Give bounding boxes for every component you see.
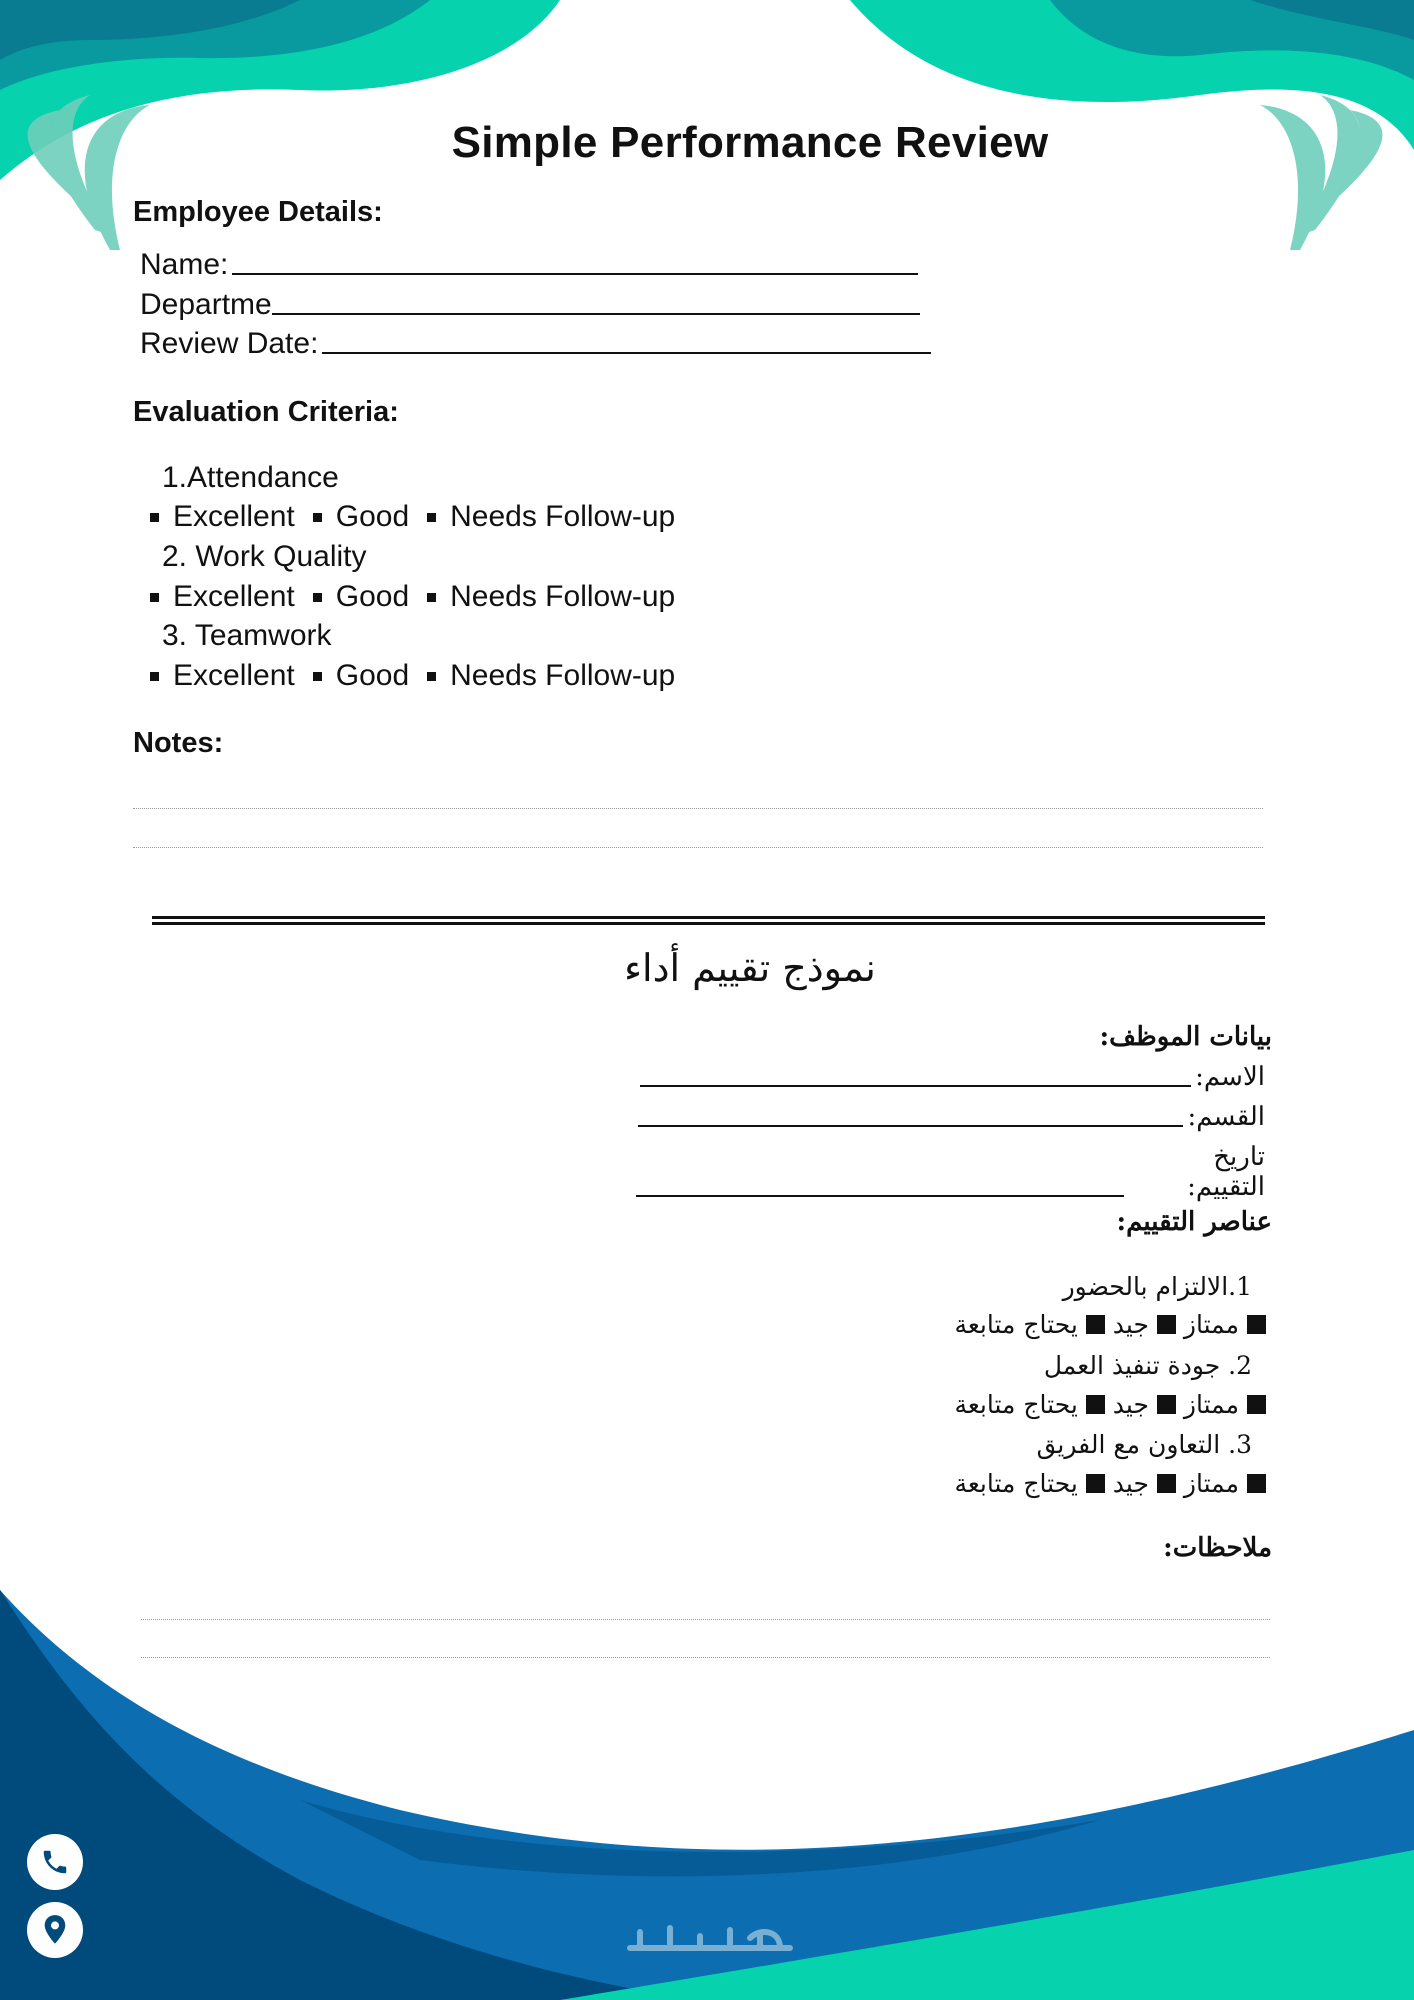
arabic-employee-details-heading: بيانات الموظف: bbox=[1099, 1022, 1272, 1052]
arabic-option-needs-follow-up: يحتاج متابعة bbox=[954, 1390, 1078, 1419]
brand-logo-glyph bbox=[620, 1910, 800, 1960]
evaluation-criteria-heading: Evaluation Criteria: bbox=[133, 396, 399, 428]
option-square-icon[interactable] bbox=[313, 672, 322, 681]
criterion-work-quality-options bbox=[150, 580, 693, 614]
employee-details-heading: Employee Details: bbox=[133, 196, 383, 228]
option-needs-follow-up: Needs Follow-up bbox=[450, 659, 676, 692]
option-square-icon[interactable] bbox=[427, 672, 436, 681]
arabic-criterion-work-quality: 2. جودة تنفيذ العمل bbox=[1043, 1351, 1252, 1380]
criterion-work-quality: 2. Work Quality bbox=[162, 540, 367, 573]
arabic-criterion-teamwork: 3. التعاون مع الفريق bbox=[1036, 1430, 1252, 1459]
section-divider bbox=[152, 922, 1265, 925]
arabic-name-label: الاسم: bbox=[1195, 1062, 1265, 1092]
name-blank-line[interactable] bbox=[232, 273, 918, 275]
phone-icon[interactable] bbox=[27, 1834, 83, 1890]
arabic-review-date-blank-line[interactable] bbox=[636, 1195, 1124, 1197]
arabic-criterion-attendance: 1.الالتزام بالحضور bbox=[1062, 1272, 1252, 1301]
arabic-option-excellent: ممتاز bbox=[1183, 1310, 1239, 1339]
option-square-icon[interactable] bbox=[1157, 1315, 1176, 1334]
arabic-name-blank-line[interactable] bbox=[640, 1085, 1191, 1087]
arabic-evaluation-criteria-heading: عناصر التقييم: bbox=[1116, 1207, 1272, 1237]
notes-heading: Notes: bbox=[133, 727, 224, 759]
department-field[interactable] bbox=[140, 288, 920, 322]
arabic-option-excellent: ممتاز bbox=[1183, 1390, 1239, 1419]
option-square-icon[interactable] bbox=[1086, 1315, 1105, 1334]
option-square-icon[interactable] bbox=[1086, 1395, 1105, 1414]
option-square-icon[interactable] bbox=[1247, 1395, 1266, 1414]
criterion-teamwork: 3. Teamwork bbox=[162, 619, 332, 652]
option-square-icon[interactable] bbox=[1247, 1315, 1266, 1334]
arabic-name-field[interactable] bbox=[640, 1062, 1265, 1092]
option-square-icon[interactable] bbox=[1086, 1474, 1105, 1493]
arabic-criterion-teamwork-options bbox=[900, 1469, 1266, 1498]
name-label: Name: bbox=[140, 248, 229, 281]
location-pin-icon-glyph bbox=[41, 1914, 69, 1946]
arabic-option-excellent: ممتاز bbox=[1183, 1469, 1239, 1498]
option-good: Good bbox=[335, 580, 410, 613]
option-square-icon[interactable] bbox=[427, 593, 436, 602]
option-square-icon[interactable] bbox=[1157, 1474, 1176, 1493]
option-excellent: Excellent bbox=[173, 500, 295, 533]
arabic-department-label: القسم: bbox=[1187, 1102, 1265, 1132]
option-square-icon[interactable] bbox=[1247, 1474, 1266, 1493]
criterion-teamwork-options bbox=[150, 659, 693, 693]
arabic-review-date-field[interactable] bbox=[636, 1142, 1265, 1202]
option-square-icon[interactable] bbox=[1157, 1395, 1176, 1414]
arabic-option-needs-follow-up: يحتاج متابعة bbox=[954, 1469, 1078, 1498]
arabic-department-field[interactable] bbox=[638, 1102, 1265, 1132]
option-needs-follow-up: Needs Follow-up bbox=[450, 580, 676, 613]
arabic-option-good: جيد bbox=[1112, 1390, 1149, 1419]
option-good: Good bbox=[335, 659, 410, 692]
arabic-criterion-work-quality-options bbox=[900, 1390, 1266, 1419]
department-blank-line[interactable] bbox=[272, 313, 920, 315]
option-square-icon[interactable] bbox=[427, 513, 436, 522]
option-square-icon[interactable] bbox=[313, 513, 322, 522]
location-pin-icon[interactable] bbox=[27, 1902, 83, 1958]
department-label: Departme bbox=[140, 288, 272, 321]
arabic-review-date-label: تاريخ التقييم: bbox=[1187, 1142, 1265, 1202]
arabic-notes-heading: ملاحظات: bbox=[1163, 1533, 1272, 1563]
review-date-blank-line[interactable] bbox=[322, 352, 931, 354]
review-date-field[interactable] bbox=[140, 327, 931, 361]
option-square-icon[interactable] bbox=[150, 593, 159, 602]
arabic-notes-line[interactable] bbox=[141, 1657, 1270, 1658]
section-divider bbox=[152, 916, 1265, 919]
criterion-attendance: 1.Attendance bbox=[162, 461, 339, 494]
name-field[interactable] bbox=[140, 248, 918, 282]
page-title: Simple Performance Review bbox=[451, 118, 1049, 167]
brand-logo-watermark bbox=[600, 1910, 820, 1973]
notes-line[interactable] bbox=[133, 808, 1263, 809]
arabic-option-good: جيد bbox=[1112, 1310, 1149, 1339]
arabic-title: نموذج تقييم أداء bbox=[624, 946, 876, 990]
arabic-option-needs-follow-up: يحتاج متابعة bbox=[954, 1310, 1078, 1339]
arabic-notes-line[interactable] bbox=[141, 1619, 1270, 1620]
option-needs-follow-up: Needs Follow-up bbox=[450, 500, 676, 533]
option-excellent: Excellent bbox=[173, 580, 295, 613]
arabic-criterion-attendance-options bbox=[900, 1310, 1266, 1339]
option-excellent: Excellent bbox=[173, 659, 295, 692]
arabic-department-blank-line[interactable] bbox=[638, 1125, 1183, 1127]
option-square-icon[interactable] bbox=[150, 672, 159, 681]
option-square-icon[interactable] bbox=[150, 513, 159, 522]
review-date-label: Review Date: bbox=[140, 327, 319, 360]
notes-line[interactable] bbox=[133, 847, 1263, 848]
option-square-icon[interactable] bbox=[313, 593, 322, 602]
option-good: Good bbox=[335, 500, 410, 533]
criterion-attendance-options bbox=[150, 500, 693, 534]
arabic-option-good: جيد bbox=[1112, 1469, 1149, 1498]
phone-icon-glyph bbox=[40, 1847, 70, 1877]
